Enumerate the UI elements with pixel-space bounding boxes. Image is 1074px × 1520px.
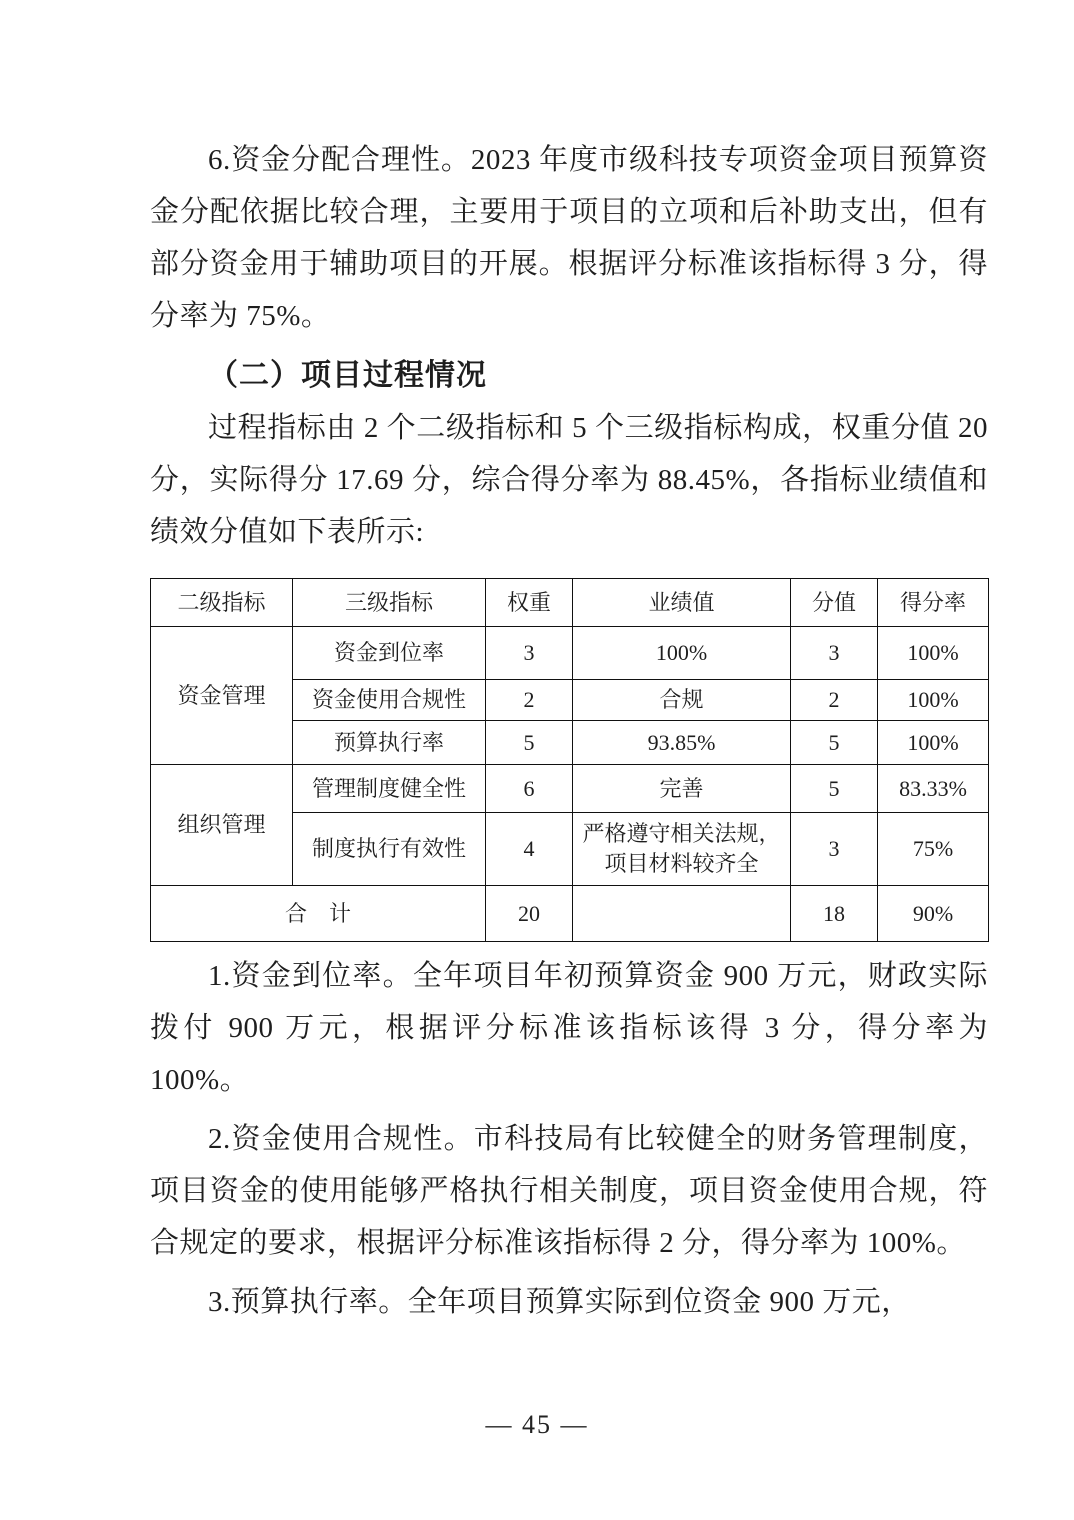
cell-weight: 5 xyxy=(486,721,573,765)
cell-score: 5 xyxy=(791,721,878,765)
table-header-row xyxy=(151,579,989,627)
paragraph-fund-compliance: 2.资金使用合规性。市科技局有比较健全的财务管理制度，项目资金的使用能够严格执行相关制度，项目资金使用合规，符合规定的要求，根据评分标准该指标得 2 分，得分率为 100%。 xyxy=(150,1123,988,1259)
cell-performance-value: 合规 xyxy=(573,680,791,721)
cell-score-rate: 83.33% xyxy=(878,765,989,813)
cell-score: 2 xyxy=(791,680,878,721)
col-header-performance-value: 业绩值 xyxy=(573,579,791,627)
paragraph-fund-allocation: 6.资金分配合理性。2023 年度市级科技专项资金项目预算资金分配依据比较合理，主要用于项目的立项和后补助支出，但有部分资金用于辅助项目的开展。根据评分标准该指标得 3 分，得分率为 75%。 xyxy=(150,144,988,332)
cell-total-score-rate: 90% xyxy=(878,886,989,942)
cell-weight: 6 xyxy=(486,765,573,813)
col-header-weight: 权重 xyxy=(486,579,573,627)
cell-indicator-name: 管理制度健全性 xyxy=(293,765,486,813)
paragraph-fund-arrival-rate: 1.资金到位率。全年项目年初预算资金 900 万元，财政实际拨付 900 万元，根据评分标准该指标该得 3 分，得分率为 100%。 xyxy=(150,960,988,1096)
cell-performance-value: 完善 xyxy=(573,765,791,813)
cell-score: 3 xyxy=(791,813,878,886)
paragraph-process-overview: 过程指标由 2 个二级指标和 5 个三级指标构成，权重分值 20 分，实际得分 17.69 分，综合得分率为 88.45%，各指标业绩值和绩效分值如下表所示: xyxy=(150,412,988,548)
col-header-score: 分值 xyxy=(791,579,878,627)
cell-performance-value: 100% xyxy=(573,627,791,680)
cell-total-label: 合 计 xyxy=(151,886,486,942)
cell-weight: 4 xyxy=(486,813,573,886)
cell-score-rate: 100% xyxy=(878,680,989,721)
section-heading-project-process: （二）项目过程情况 xyxy=(208,359,487,392)
cell-score-rate: 100% xyxy=(878,721,989,765)
cell-score: 3 xyxy=(791,627,878,680)
cell-group-fund-management: 资金管理 xyxy=(151,627,293,765)
cell-score-rate: 100% xyxy=(878,627,989,680)
cell-weight: 3 xyxy=(486,627,573,680)
paragraph-budget-execution: 3.预算执行率。全年项目预算实际到位资金 900 万元， xyxy=(208,1286,911,1318)
cell-group-org-management: 组织管理 xyxy=(151,765,293,886)
cell-total-score: 18 xyxy=(791,886,878,942)
cell-weight: 2 xyxy=(486,680,573,721)
page-number: — 45 — xyxy=(485,1410,589,1439)
cell-score-rate: 75% xyxy=(878,813,989,886)
indicator-score-table xyxy=(150,578,989,942)
table-row xyxy=(151,627,989,680)
table-row xyxy=(151,765,989,813)
cell-performance-value: 严格遵守相关法规，项目材料较齐全 xyxy=(573,813,791,886)
cell-total-performance xyxy=(573,886,791,942)
cell-indicator-name: 预算执行率 xyxy=(293,721,486,765)
col-header-secondary-indicator: 二级指标 xyxy=(151,579,293,627)
table-total-row xyxy=(151,886,989,942)
cell-indicator-name: 资金到位率 xyxy=(293,627,486,680)
cell-total-weight: 20 xyxy=(486,886,573,942)
col-header-score-rate: 得分率 xyxy=(878,579,989,627)
cell-indicator-name: 资金使用合规性 xyxy=(293,680,486,721)
cell-score: 5 xyxy=(791,765,878,813)
cell-indicator-name: 制度执行有效性 xyxy=(293,813,486,886)
col-header-tertiary-indicator: 三级指标 xyxy=(293,579,486,627)
cell-performance-value: 93.85% xyxy=(573,721,791,765)
